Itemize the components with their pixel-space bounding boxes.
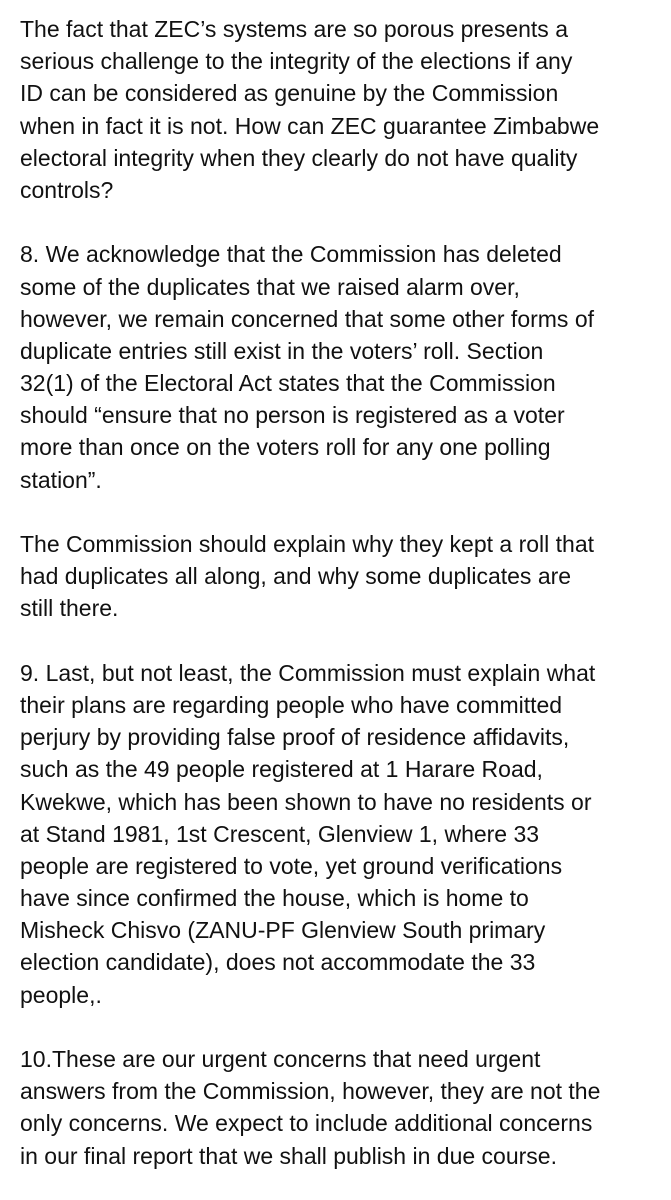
text-line: such as the 49 people registered at 1 Harare Road, [20,756,543,783]
text-line: Misheck Chisvo (ZANU-PF Glenview South primary [20,917,546,944]
text-line: their plans are regarding people who have committed [20,691,563,718]
text-line: more than once on the voters roll for any one polling [20,434,551,461]
text-line: 9. Last, but not least, the Commission must explain what [20,659,596,686]
text-line: people,. [20,981,102,1008]
text-line: some of the duplicates that we raised alarm over, [20,273,520,300]
paragraph-gap [20,625,660,657]
text-line: have since confirmed the house, which is home to [20,885,529,912]
text-line: had duplicates all along, and why some duplicates are [20,563,572,590]
paragraph-commission-explain [20,528,660,625]
text-line: The Commission should explain why they kept a roll that [20,531,595,557]
text-line: duplicate entries still exist in the voters’ roll. Section [20,337,544,364]
text-line: only concerns. We expect to include additional concerns [20,1110,593,1137]
paragraph-point-10 [20,1043,660,1172]
text-line: 32(1) of the Electoral Act states that the Commission [20,370,556,397]
text-line: Kwekwe, which has been shown to have no residents or [20,788,592,815]
text-line: still there. [20,595,119,622]
text-line: in our final report that we shall publish in due course. [20,1142,557,1169]
text-line: at Stand 1981, 1st Crescent, Glenview 1, where 33 [20,820,540,847]
paragraph-zec-systems [20,13,660,206]
text-line: 8. We acknowledge that the Commission has deleted [20,241,562,268]
paragraph-point-9 [20,657,660,1011]
document-body [20,13,660,1172]
text-line: however, we remain concerned that some other forms of [20,305,595,332]
bottom-margin [0,1186,671,1200]
text-line: The fact that ZEC’s systems are so porous presents a [20,16,568,42]
text-line: station”. [20,466,102,493]
text-line: answers from the Commission, however, they are not the [20,1078,601,1105]
text-line: when in fact it is not. How can ZEC guarantee Zimbabwe [20,112,600,139]
text-line: election candidate), does not accommodate the 33 [20,949,536,976]
paragraph-gap [20,1011,660,1043]
text-line: people are registered to vote, yet ground verifications [20,852,563,879]
paragraph-point-8 [20,238,660,496]
text-line: serious challenge to the integrity of the elections if any [20,48,573,75]
text-line: controls? [20,176,114,203]
paragraph-gap [20,206,660,238]
text-line: should “ensure that no person is registered as a voter [20,402,565,429]
text-line: perjury by providing false proof of residence affidavits, [20,724,570,751]
text-line: ID can be considered as genuine by the Commission [20,80,559,107]
paragraph-gap [20,496,660,528]
text-line: electoral integrity when they clearly do not have quality [20,144,578,171]
text-line: 10.These are our urgent concerns that need urgent [20,1046,541,1072]
